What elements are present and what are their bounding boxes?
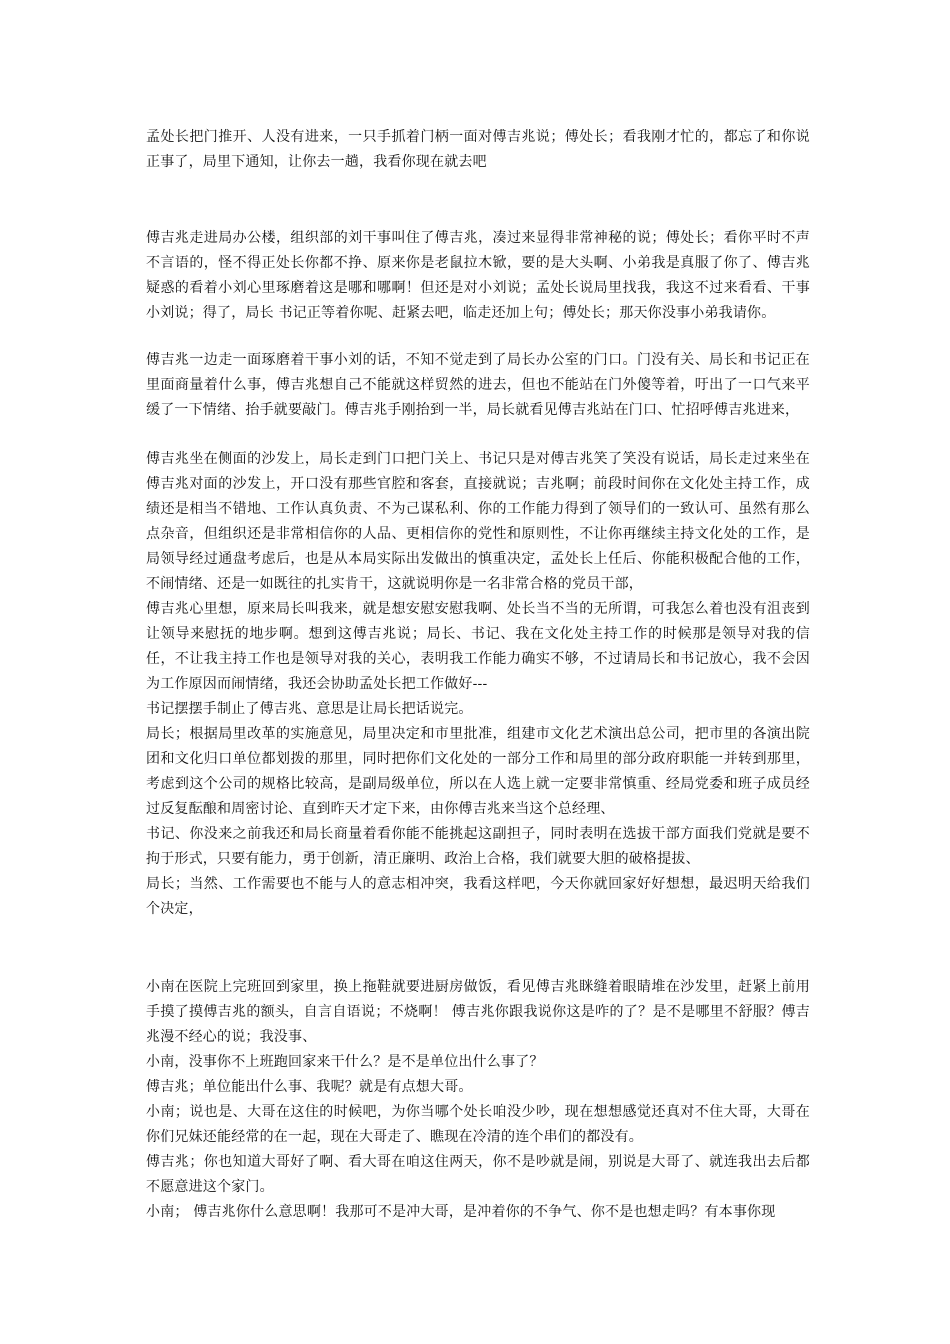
paragraph-5: 傅吉兆心里想，原来局长叫我来，就是想安慰安慰我啊、处长当不当的无所谓，可我怎么着也没有沮丧到让领导来慰抚的地步啊。想到这傅吉兆说；局长、书记、我在文化处主持工作的时候那是领导对我的信任，不让我主持工作也是领导对我的关心，表明我工作能力确实不够，不过请局长和书记放心，我不会因为工作原因而闹情绪，我还会协助孟处长把工作做好--- [146, 601, 810, 692]
paragraph-9: 局长；当然、工作需要也不能与人的意志相冲突，我看这样吧，今天你就回家好好想想，最迟明天给我们个决定， [146, 876, 810, 917]
paragraph-13: 小南；说也是、大哥在这住的时候吧，为你当哪个处长咱没少吵，现在想想感觉还真对不住大哥，大哥在你们兄妹还能经常的在一起，现在大哥走了、瞧现在冷清的连个串们的都没有。 [146, 1104, 810, 1145]
paragraph-3: 傅吉兆一边走一面琢磨着干事小刘的话，不知不觉走到了局长办公室的门口。门没有关、局长和书记正在里面商量着什么事，傅吉兆想自己不能就这样贸然的进去，但也不能站在门外傻等着，吁出了一口气来平缓了一下情绪、抬手就要敲门。傅吉兆手刚抬到一半，局长就看见傅吉兆站在门口、忙招呼傅吉兆进来， [146, 352, 810, 418]
paragraph-2: 傅吉兆走进局办公楼，组织部的刘干事叫住了傅吉兆，凑过来显得非常神秘的说；傅处长；看你平时不声不言语的，怪不得正处长你都不挣、原来你是老鼠拉木锨，要的是大头啊、小弟我是真服了你了、傅吉兆疑惑的看着小刘心里琢磨着这是哪和哪啊！但还是对小刘说；孟处长说局里找我，我这不过来看看、干事小刘说；得了，局长 书记正等着你呢、赶紧去吧，临走还加上句；傅处长；那天你没事小弟我请你。 [146, 230, 810, 321]
paragraph-1: 孟处长把门推开、人没有进来，一只手抓着门柄一面对傅吉兆说；傅处长；看我刚才忙的，都忘了和你说正事了，局里下通知，让你去一趟，我看你现在就去吧 [146, 129, 810, 170]
paragraph-12: 傅吉兆；单位能出什么事、我呢？就是有点想大哥。 [146, 1079, 473, 1095]
paragraph-4: 傅吉兆坐在侧面的沙发上，局长走到门口把门关上、书记只是对傅吉兆笑了笑没有说话，局长走过来坐在傅吉兆对面的沙发上，开口没有那些官腔和客套，直接就说；吉兆啊；前段时间你在文化处主持工作，成绩还是相当不错地、工作认真负责、不为己谋私利、你的工作能力得到了领导们的一致认可、虽然有那么点杂音，但组织还是非常相信你的人品、更相信你的党性和原则性，不让你再继续主持文化处的工作，是局领导经过通盘考虑后，也是从本局实际出发做出的慎重决定，孟处长上任后、你能积极配合他的工作，不闹情绪、还是一如既往的扎实肯干，这就说明你是一名非常合格的党员干部， [146, 451, 810, 592]
paragraph-7: 局长；根据局里改革的实施意见，局里决定和市里批准，组建市文化艺术演出总公司，把市里的各演出院团和文化归口单位都划拨的那里，同时把你们文化处的一部分工作和局里的部分政府职能一并转到那里，考虑到这个公司的规格比较高，是副局级单位，所以在人选上就一定要非常慎重、经局党委和班子成员经过反复酝酿和周密讨论、直到昨天才定下来，由你傅吉兆来当这个总经理、 [146, 726, 810, 817]
paragraph-11: 小南，没事你不上班跑回家来干什么？是不是单位出什么事了？ [146, 1054, 544, 1070]
paragraph-8: 书记、你没来之前我还和局长商量着看你能不能挑起这副担子，同时表明在选拔干部方面我们党就是要不拘于形式，只要有能力，勇于创新，清正廉明、政治上合格，我们就要大胆的破格提拔、 [146, 826, 810, 867]
paragraph-6: 书记摆摆手制止了傅吉兆、意思是让局长把话说完。 [146, 701, 473, 717]
paragraph-10: 小南在医院上完班回到家里，换上拖鞋就要进厨房做饭，看见傅吉兆眯缝着眼睛堆在沙发里，赶紧上前用手摸了摸傅吉兆的额头，自言自语说；不烧啊！ 傅吉兆你跟我说你这是咋的了？是不是哪里不舒服？傅吉兆漫不经心的说；我没事、 [146, 979, 810, 1045]
paragraph-14: 傅吉兆；你也知道大哥好了啊、看大哥在咱这住两天，你不是吵就是闹，别说是大哥了、就连我出去后都不愿意进这个家门。 [146, 1154, 810, 1195]
paragraph-15: 小南； 傅吉兆你什么意思啊！我那可不是冲大哥，是冲着你的不争气、你不是也想走吗？有本事你现 [146, 1204, 776, 1220]
